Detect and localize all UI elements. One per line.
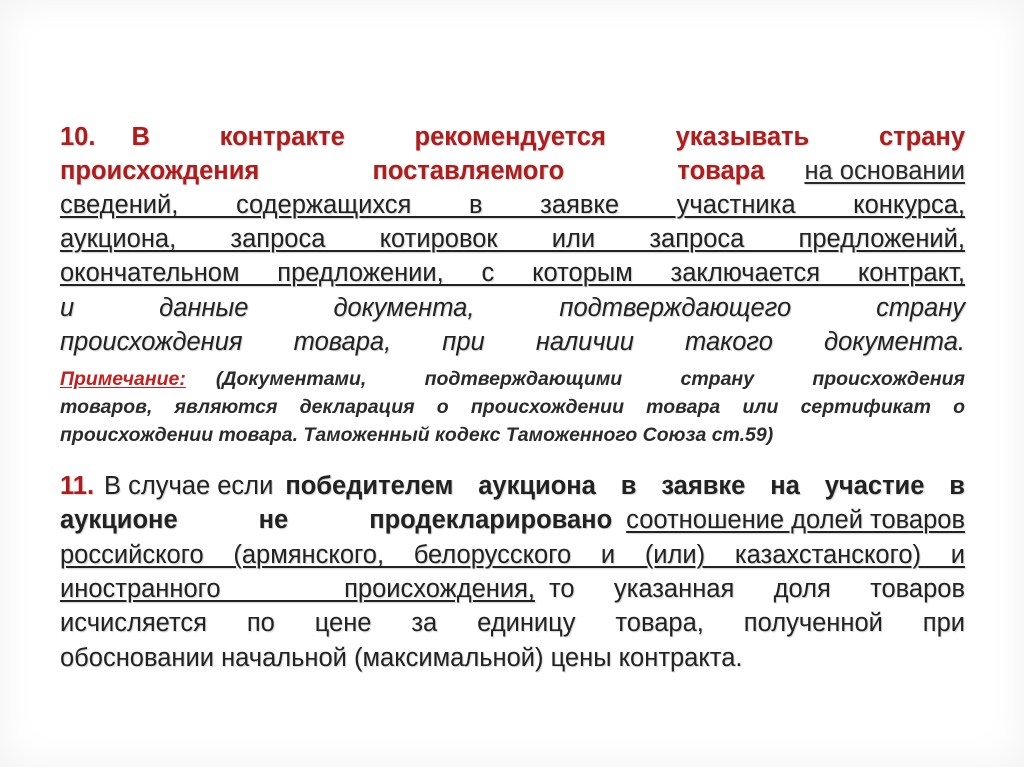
item-11-number: 11. xyxy=(60,472,95,500)
item-11-line-1 xyxy=(60,472,965,506)
item-11-line-6 xyxy=(60,644,965,678)
item-10-note-line-3 xyxy=(60,424,965,452)
note-text: происхождении товара. Таможенный кодекс Таможенного Союза ст.59) xyxy=(60,424,774,446)
item-11-bold-cont: аукционе не продекларировано xyxy=(60,506,613,534)
item-10-line-7 xyxy=(60,328,965,362)
item-11-line-3 xyxy=(60,541,965,575)
item-10-text: окончательном предложении, с которым заключается контракт, xyxy=(60,259,965,287)
item-10-line-3 xyxy=(60,191,965,225)
item-11-underlined: российского (армянского, белорусского и (или) казахстанского) и xyxy=(60,541,965,569)
item-10-basis: на основании xyxy=(804,157,965,185)
item-11-underlined: соотношение долей товаров xyxy=(626,506,965,534)
item-11-underlined: иностранного происхождения, xyxy=(60,575,535,603)
item-10-note-line-2 xyxy=(60,396,965,424)
item-10-line-4 xyxy=(60,225,965,259)
item-10-line-1 xyxy=(60,123,965,157)
item-11 xyxy=(60,472,965,682)
note-label: Примечание: xyxy=(60,368,186,390)
note-text: товаров, являются декларация о происхождении товара или сертификат о xyxy=(60,396,965,418)
item-11-text: исчисляется по цене за единицу товара, полученной при xyxy=(60,609,965,637)
item-10-note-line-1 xyxy=(60,368,965,396)
item-11-intro: В случае если xyxy=(104,472,274,500)
item-10-line-2 xyxy=(60,157,965,191)
item-11-bold: победителем аукциона в заявке на участие в xyxy=(285,472,965,500)
item-10-line-5 xyxy=(60,259,965,293)
item-10-text: и данные документа, подтверждающего страну xyxy=(60,294,965,322)
item-11-text: то указанная доля товаров xyxy=(549,575,965,603)
item-10-heading-cont: происхождения поставляемого товара xyxy=(60,157,765,185)
item-11-line-5 xyxy=(60,609,965,643)
item-10 xyxy=(60,123,965,453)
item-11-line-2 xyxy=(60,506,965,540)
item-10-text: сведений, содержащихся в заявке участника конкурса, xyxy=(60,191,965,219)
item-10-line-6 xyxy=(60,294,965,328)
item-10-text: происхождения товара, при наличии такого документа. xyxy=(60,328,965,356)
item-10-text: аукциона, запроса котировок или запроса предложений, xyxy=(60,225,965,253)
item-11-text: обосновании начальной (максимальной) цены контракта. xyxy=(60,644,743,672)
item-11-line-4 xyxy=(60,575,965,609)
item-10-heading: В контракте рекомендуется указывать страну xyxy=(131,123,965,151)
item-10-number: 10. xyxy=(60,123,96,151)
note-text: (Документами, подтверждающими страну происхождения xyxy=(215,368,965,390)
